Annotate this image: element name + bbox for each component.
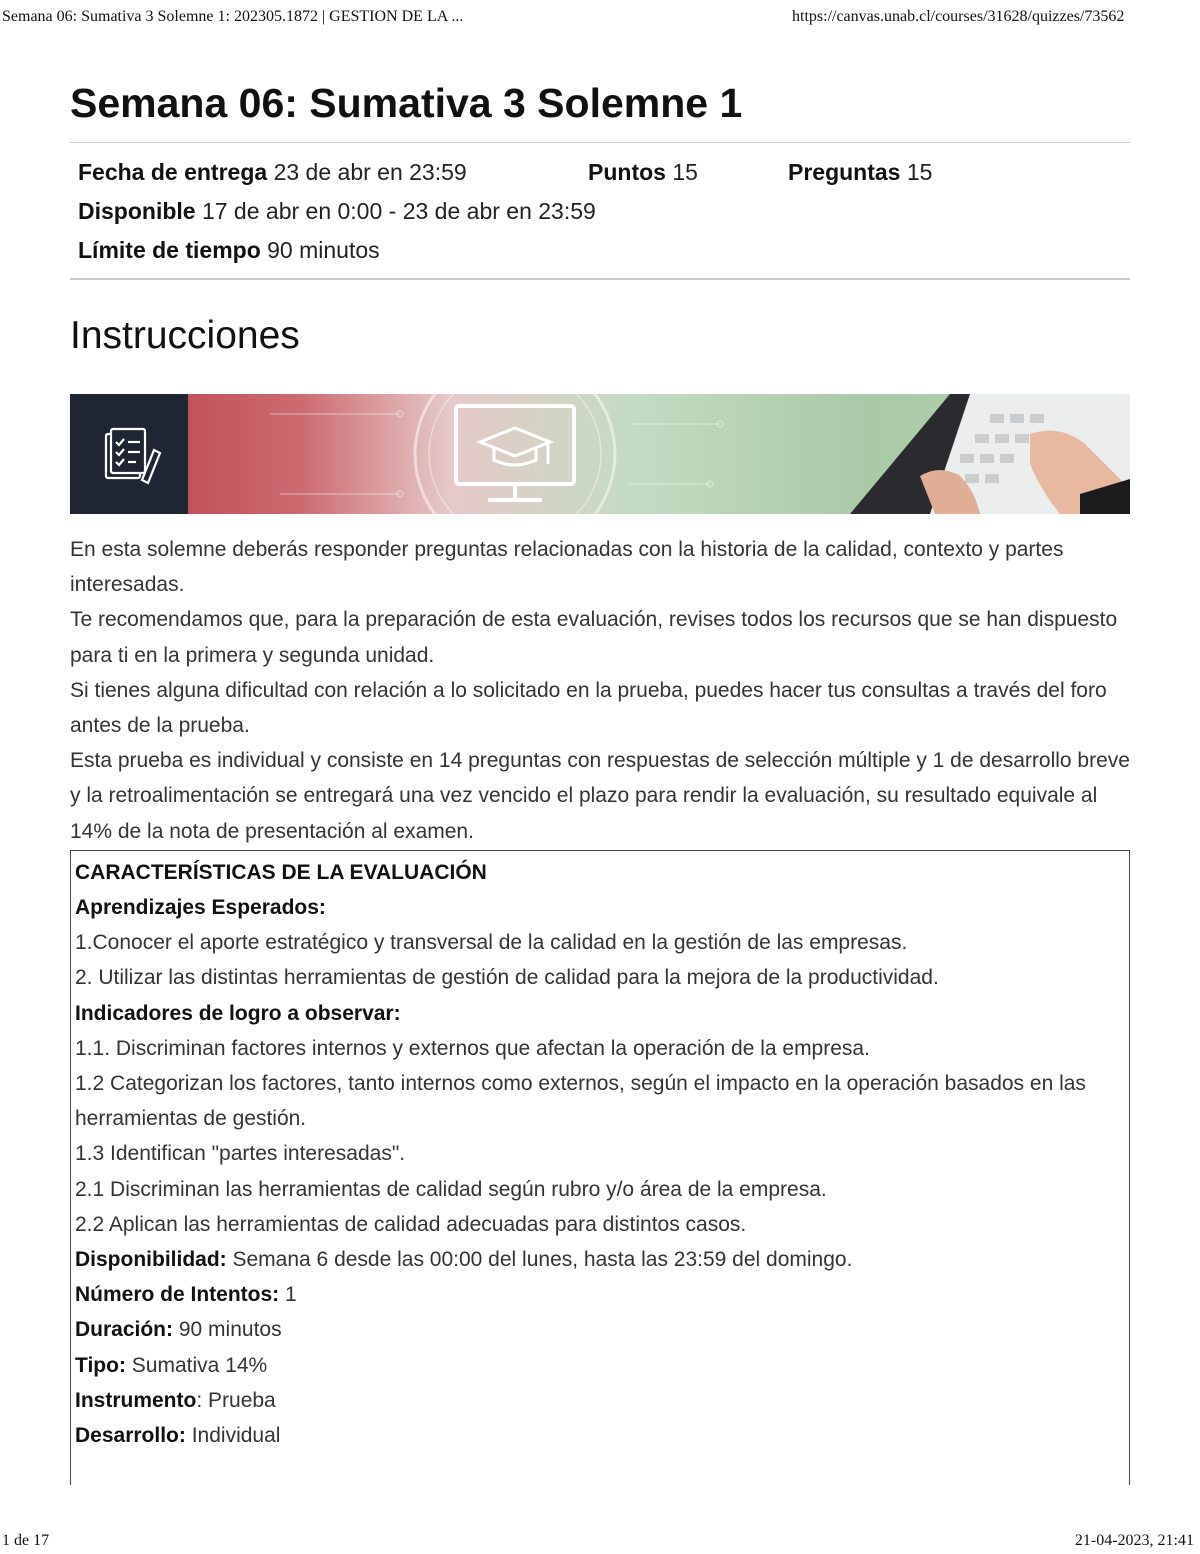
duration-value: 90 minutos [178, 1318, 282, 1342]
type-line [75, 1348, 1125, 1383]
page-count: 1 de 17 [2, 1532, 50, 1549]
indicator-item: 1.2 Categorizan los factores, tanto internos como externos, según el impacto en la operación basados en las herramientas de gestión. [75, 1072, 1086, 1131]
instructions-heading: Instrucciones [70, 314, 300, 357]
attempts-value: 1 [285, 1283, 297, 1307]
instrument-line: Instrumento: Prueba [75, 1388, 276, 1412]
points-value: 15 [672, 159, 698, 185]
available-label: Disponible [78, 198, 196, 224]
print-page-title: Semana 06: Sumativa 3 Solemne 1: 202305.1872 | GESTION DE LA ... [2, 8, 464, 25]
questions-value: 15 [906, 159, 933, 185]
due-date-label: Fecha de entrega [78, 159, 268, 185]
characteristics-heading: CARACTERÍSTICAS DE LA EVALUACIÓN [75, 860, 487, 884]
indicator-item: 2.2 Aplican las herramientas de calidad adecuadas para distintos casos. [75, 1212, 747, 1236]
points [588, 153, 698, 192]
details-divider [70, 278, 1130, 280]
due-date-value: 23 de abr en 23:59 [273, 159, 467, 185]
attempts-label: Número de Intentos: [75, 1283, 280, 1307]
availability-line [75, 1242, 1125, 1277]
points-label: Puntos [588, 159, 666, 185]
expected-learning-label: Aprendizajes Esperados: [75, 896, 326, 920]
quiz-content [70, 72, 1130, 1485]
quiz-details-row-2 [78, 192, 1122, 231]
instructions-text [70, 532, 1130, 849]
print-header [0, 8, 1200, 30]
quiz-title: Semana 06: Sumativa 3 Solemne 1 [70, 80, 743, 126]
quiz-details-row-1 [78, 153, 1122, 192]
available-value: 17 de abr en 0:00 - 23 de abr en 23:59 [201, 198, 596, 224]
instrument-label: Instrumento [75, 1388, 197, 1412]
questions [788, 153, 932, 192]
expected-learning-item: 1.Conocer el aporte estratégico y transversal de la calidad en la gestión de las empresas. [75, 931, 908, 955]
instructions-paragraph: Esta prueba es individual y consiste en 14 preguntas con respuestas de selección múltiple y 1 de desarrollo breve y la retroalimentación se entregará una vez vencido el plazo para rendir la evaluación, su resultado equivale al 14% de la nota de presentación al examen. [70, 749, 1130, 843]
development-label: Desarrollo: [75, 1424, 186, 1448]
questions-label: Preguntas [788, 159, 901, 185]
instructions-paragraph: En esta solemne deberás responder preguntas relacionadas con la historia de la calidad, contexto y partes interesadas. [70, 538, 1064, 597]
banner-artwork [70, 394, 1130, 514]
instructions-banner [70, 394, 1130, 514]
monitor-graduation-cap-icon [456, 406, 574, 500]
time-limit-value: 90 minutos [267, 237, 380, 263]
time-limit-label: Límite de tiempo [78, 237, 261, 263]
duration-line [75, 1312, 1125, 1347]
indicator-item: 1.3 Identifican "partes interesadas". [75, 1142, 406, 1166]
print-timestamp: 21-04-2023, 21:41 [1074, 1532, 1194, 1549]
quiz-details-row-3 [78, 231, 1122, 270]
indicators-label: Indicadores de logro a observar: [75, 1001, 401, 1025]
development-line [75, 1418, 1125, 1453]
print-url[interactable]: https://canvas.unab.cl/courses/31628/quizzes/73562 [792, 8, 1125, 25]
attempts-line [75, 1277, 1125, 1312]
quiz-details [70, 143, 1130, 276]
instrument-value: Prueba [208, 1388, 276, 1412]
availability-label: Disponibilidad: [75, 1248, 227, 1272]
indicator-item: 1.1. Discriminan factores internos y externos que afectan la operación de la empresa. [75, 1036, 870, 1060]
due-date [78, 159, 467, 185]
type-value: Sumativa 14% [131, 1353, 268, 1377]
evaluation-characteristics-box [70, 850, 1130, 1485]
indicator-item: 2.1 Discriminan las herramientas de calidad según rubro y/o área de la empresa. [75, 1177, 827, 1201]
development-value: Individual [191, 1424, 281, 1448]
expected-learning-item: 2. Utilizar las distintas herramientas de gestión de calidad para la mejora de la productividad. [75, 966, 939, 990]
instructions-paragraph: Si tienes alguna dificultad con relación a lo solicitado en la prueba, puedes hacer tus consultas a través del foro antes de la prueba. [70, 678, 1107, 738]
laptop-typing-hands-image [850, 394, 1130, 514]
duration-label: Duración: [75, 1318, 174, 1342]
instructions-paragraph: Te recomendamos que, para la preparación de esta evaluación, revises todos los recursos que se han dispuesto para ti en la primera y segunda unidad. [70, 608, 1118, 667]
type-label: Tipo: [75, 1353, 126, 1377]
print-footer [0, 1532, 1200, 1554]
checklist-pencil-icon [106, 429, 160, 483]
availability-value: Semana 6 desde las 00:00 del lunes, hasta las 23:59 del domingo. [232, 1248, 853, 1272]
